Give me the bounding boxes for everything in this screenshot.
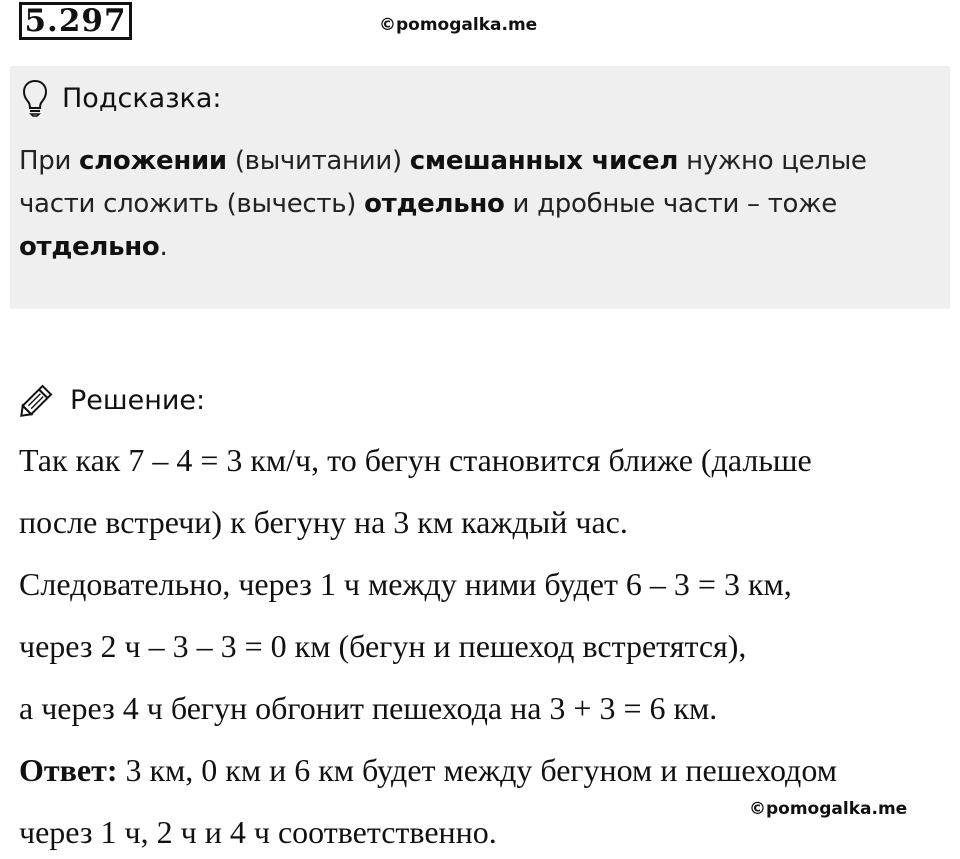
hint-text-plain: При <box>19 146 80 176</box>
hint-header <box>22 78 222 118</box>
hint-text-bold: отдельно <box>364 189 505 219</box>
watermark-bottom: ©pomogalka.me <box>749 799 908 819</box>
hint-text-bold: смешанных чисел <box>409 146 679 176</box>
hint-box <box>10 66 950 309</box>
hint-title: Подсказка: <box>62 82 222 114</box>
hint-line-3 <box>19 226 939 269</box>
answer-line <box>19 752 837 789</box>
pencil-icon <box>18 377 60 424</box>
solution-title: Решение: <box>70 385 206 416</box>
hint-text-bold: отдельно <box>19 232 160 262</box>
hint-text-bold: сложении <box>79 146 227 176</box>
hint-text-plain: нужно целые <box>678 146 867 176</box>
solution-line: Следовательно, через 1 ч между ними будет 6 – 3 = 3 км, <box>19 566 792 602</box>
hint-text <box>19 140 939 269</box>
solution-line: а через 4 ч бегун обгонит пешехода на 3 + 3 = 6 км. <box>19 690 718 726</box>
lightbulb-icon <box>22 79 48 117</box>
solution-header <box>18 377 205 424</box>
solution-line: после встречи) к бегуну на 3 км каждый час. <box>19 504 628 540</box>
hint-line-1 <box>19 140 939 183</box>
answer-text: 3 км, 0 км и 6 км будет между бегуном и пешеходом <box>117 752 837 788</box>
hint-line-2 <box>19 183 939 226</box>
answer-line-2: через 1 ч, 2 ч и 4 ч соответственно. <box>19 814 497 850</box>
problem-number: 5.297 <box>19 2 132 40</box>
solution-line: через 2 ч – 3 – 3 = 0 км (бегун и пешеход встретятся), <box>19 628 747 664</box>
hint-text-plain: и дробные части – тоже <box>504 189 837 219</box>
hint-text-plain: (вычитании) <box>226 146 410 176</box>
watermark-top: ©pomogalka.me <box>379 15 538 35</box>
hint-text-plain: части сложить (вычесть) <box>19 189 365 219</box>
hint-text-plain: . <box>159 232 168 262</box>
answer-label: Ответ: <box>19 752 118 788</box>
solution-line: Так как 7 – 4 = 3 км/ч, то бегун становится ближе (дальше <box>19 442 812 478</box>
